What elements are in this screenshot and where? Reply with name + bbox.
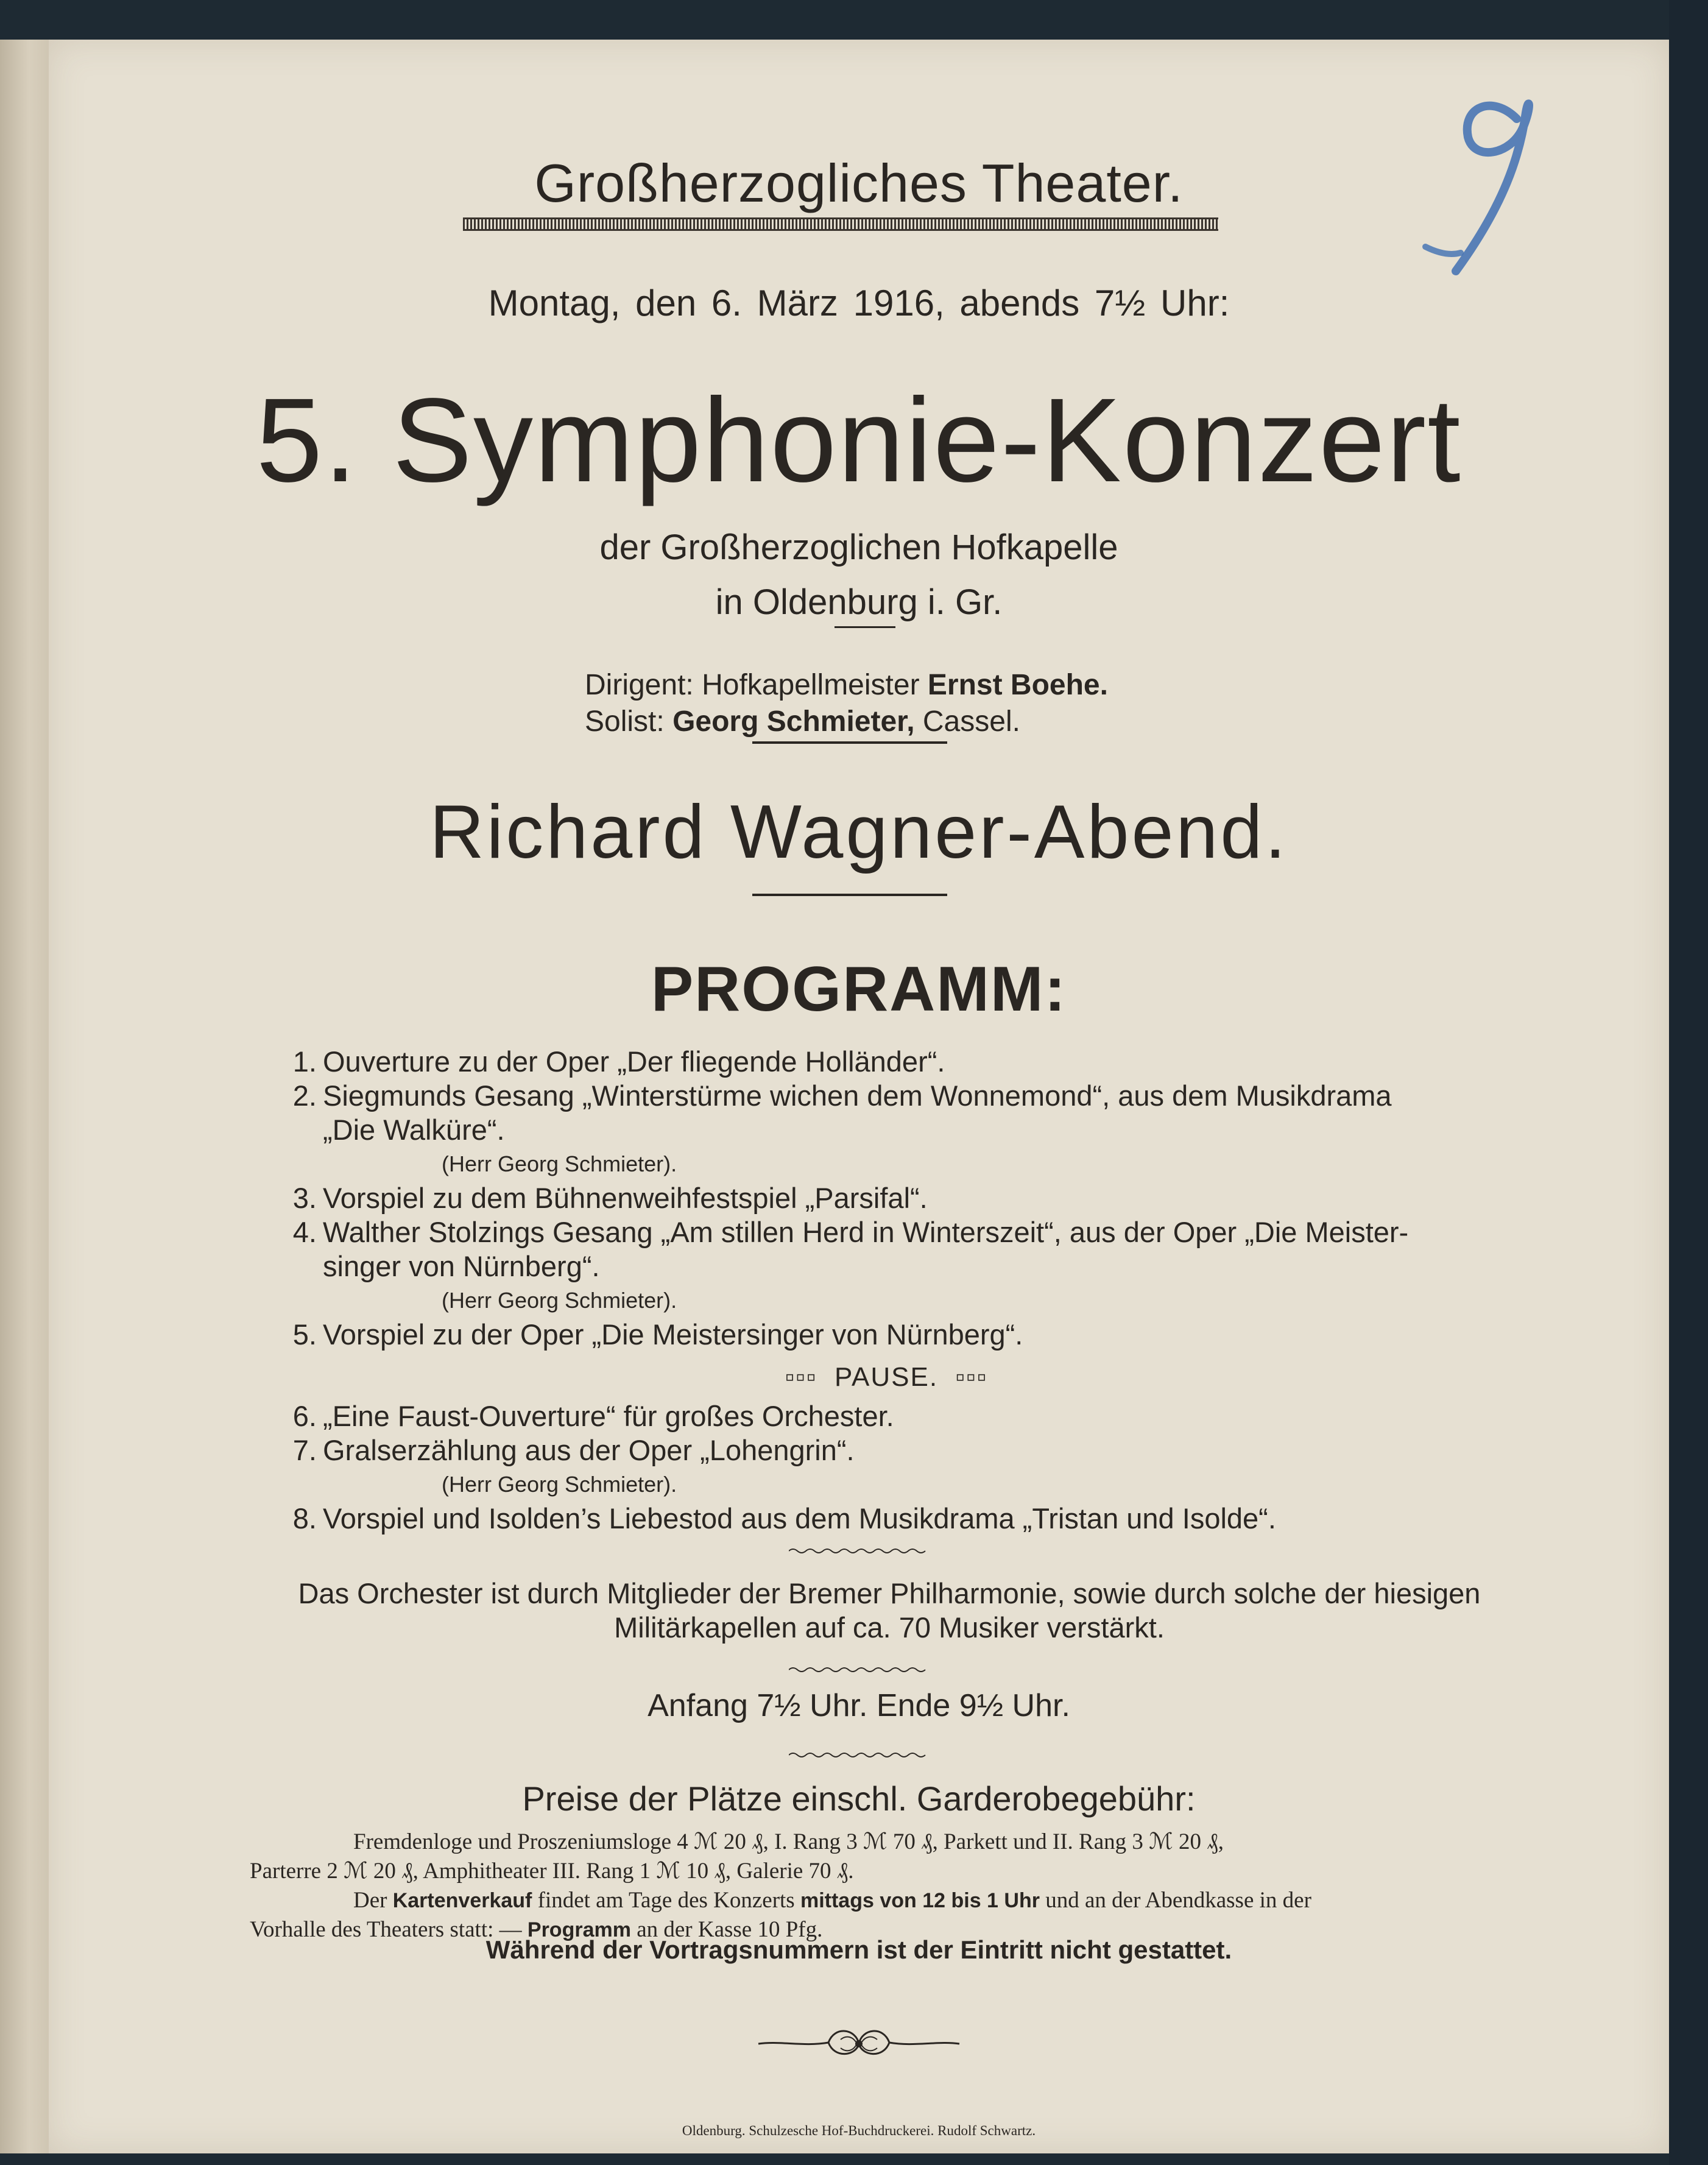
- wavy-divider: [789, 1666, 929, 1673]
- wavy-divider: [789, 1547, 929, 1555]
- concert-subtitle-line1: der Großherzoglichen Hofkapelle: [599, 528, 1118, 567]
- soloist-name: Georg Schmieter,: [672, 705, 915, 738]
- program-list: [268, 1045, 1505, 1536]
- ticket-sale-line: Der Kartenverkauf findet am Tage des Konzerts mittags von 12 bis 1 Uhr und an der Abendkasse in der: [353, 1888, 1311, 1913]
- binding-edge: [0, 40, 49, 2153]
- date-line: Montag, den 6. März 1916, abends 7½ Uhr:: [488, 283, 1230, 323]
- theater-heading: Großherzogliches Theater.: [534, 153, 1184, 213]
- divider-rule: [752, 741, 947, 744]
- small-divider: [835, 626, 895, 628]
- orchestra-note: Das Orchester ist durch Mitglieder der Bremer Philharmonie, sowie durch solche der hiesigen Militärkapellen auf ca. 70 Musiker verstärkt.: [298, 1577, 1481, 1644]
- program-item: 3. Vorspiel zu dem Bühnenweihfestspiel „Parsifal“.: [292, 1182, 928, 1214]
- program-item: 8. Vorspiel und Isolden’s Liebestod aus dem Musikdrama „Tristan und Isolde“.: [292, 1502, 1276, 1535]
- program-item: 1. Ouverture zu der Oper „Der fliegende Holländer“.: [292, 1045, 945, 1078]
- credits: [585, 667, 1108, 740]
- evening-title: Richard Wagner-Abend.: [429, 790, 1288, 874]
- soloist-note: (Herr Georg Schmieter).: [442, 1472, 677, 1497]
- entry-warning: Während der Vortragsnummern ist der Eintritt nicht gestattet.: [485, 1935, 1232, 1964]
- program-price-line: Vorhalle des Theaters statt: — Programm an der Kasse 10 Pfg.: [250, 1917, 823, 1942]
- printer-imprint: Oldenburg. Schulzesche Hof-Buchdruckerei. Rudolf Schwartz.: [682, 2123, 1036, 2138]
- prices-text: Fremdenloge und Proszeniumsloge 4 ℳ 20 ₰, I. Rang 3 ℳ 70 ₰, Parkett und II. Rang 3 ℳ 20 ₰, Parterre 2 ℳ 20 ₰, Amphitheater III. Rang 1 ℳ 10 ₰, Galerie 70 ₰. Der Kartenverkauf findet am Tage des Konzerts mittags von 12 bis 1 Uhr und an der Abendkasse in der Vorhalle des Theaters statt: — Programm an der Kasse 10 Pfg.: [250, 1828, 1529, 1944]
- pause-line: ▫▫▫ PAUSE. ▫▫▫: [785, 1362, 988, 1392]
- concert-title: 5. Symphonie-Konzert: [256, 373, 1462, 507]
- divider-rule: [752, 894, 947, 896]
- soloist-line: Solist: Georg Schmieter, Cassel.: [585, 705, 1020, 738]
- program-item: 5. Vorspiel zu der Oper „Die Meistersinger von Nürnberg“.: [292, 1318, 1023, 1351]
- program-item: 4. Walther Stolzings Gesang „Am stillen Herd in Winterszeit“, aus der Oper „Die Meister- singer von Nürnberg“.: [292, 1216, 1409, 1282]
- program-item: 2. Siegmunds Gesang „Winterstürme wichen dem Wonnemond“, aus dem Musikdrama „Die Walküre“.: [292, 1079, 1392, 1146]
- program-item: 7. Gralserzählung aus der Oper „Lohengrin“.: [292, 1434, 855, 1466]
- ornament-icon: ▫▫▫: [785, 1362, 817, 1392]
- concert-subtitle-line2: in Oldenburg i. Gr.: [715, 582, 1003, 622]
- prices-heading: Preise der Plätze einschl. Garderobegebühr:: [522, 1779, 1196, 1818]
- theater-underline: [463, 217, 1218, 231]
- conductor-line: Dirigent: Hofkapellmeister Ernst Boehe.: [585, 669, 1108, 701]
- ornament-icon: [755, 2022, 962, 2065]
- ornament-icon: ▫▫▫: [955, 1362, 988, 1392]
- programm-heading: PROGRAMM:: [651, 954, 1067, 1025]
- start-end-times: Anfang 7½ Uhr. Ende 9½ Uhr.: [648, 1688, 1070, 1723]
- conductor-name: Ernst Boehe.: [927, 669, 1108, 701]
- soloist-note: (Herr Georg Schmieter).: [442, 1288, 677, 1313]
- sheet-content: [49, 40, 1669, 2153]
- program-item: 6. „Eine Faust-Ouverture“ für großes Orchester.: [292, 1400, 894, 1432]
- program-sheet: [49, 40, 1669, 2153]
- scan-background: [1669, 0, 1708, 2165]
- wavy-divider: [789, 1751, 929, 1759]
- soloist-note: (Herr Georg Schmieter).: [442, 1151, 677, 1176]
